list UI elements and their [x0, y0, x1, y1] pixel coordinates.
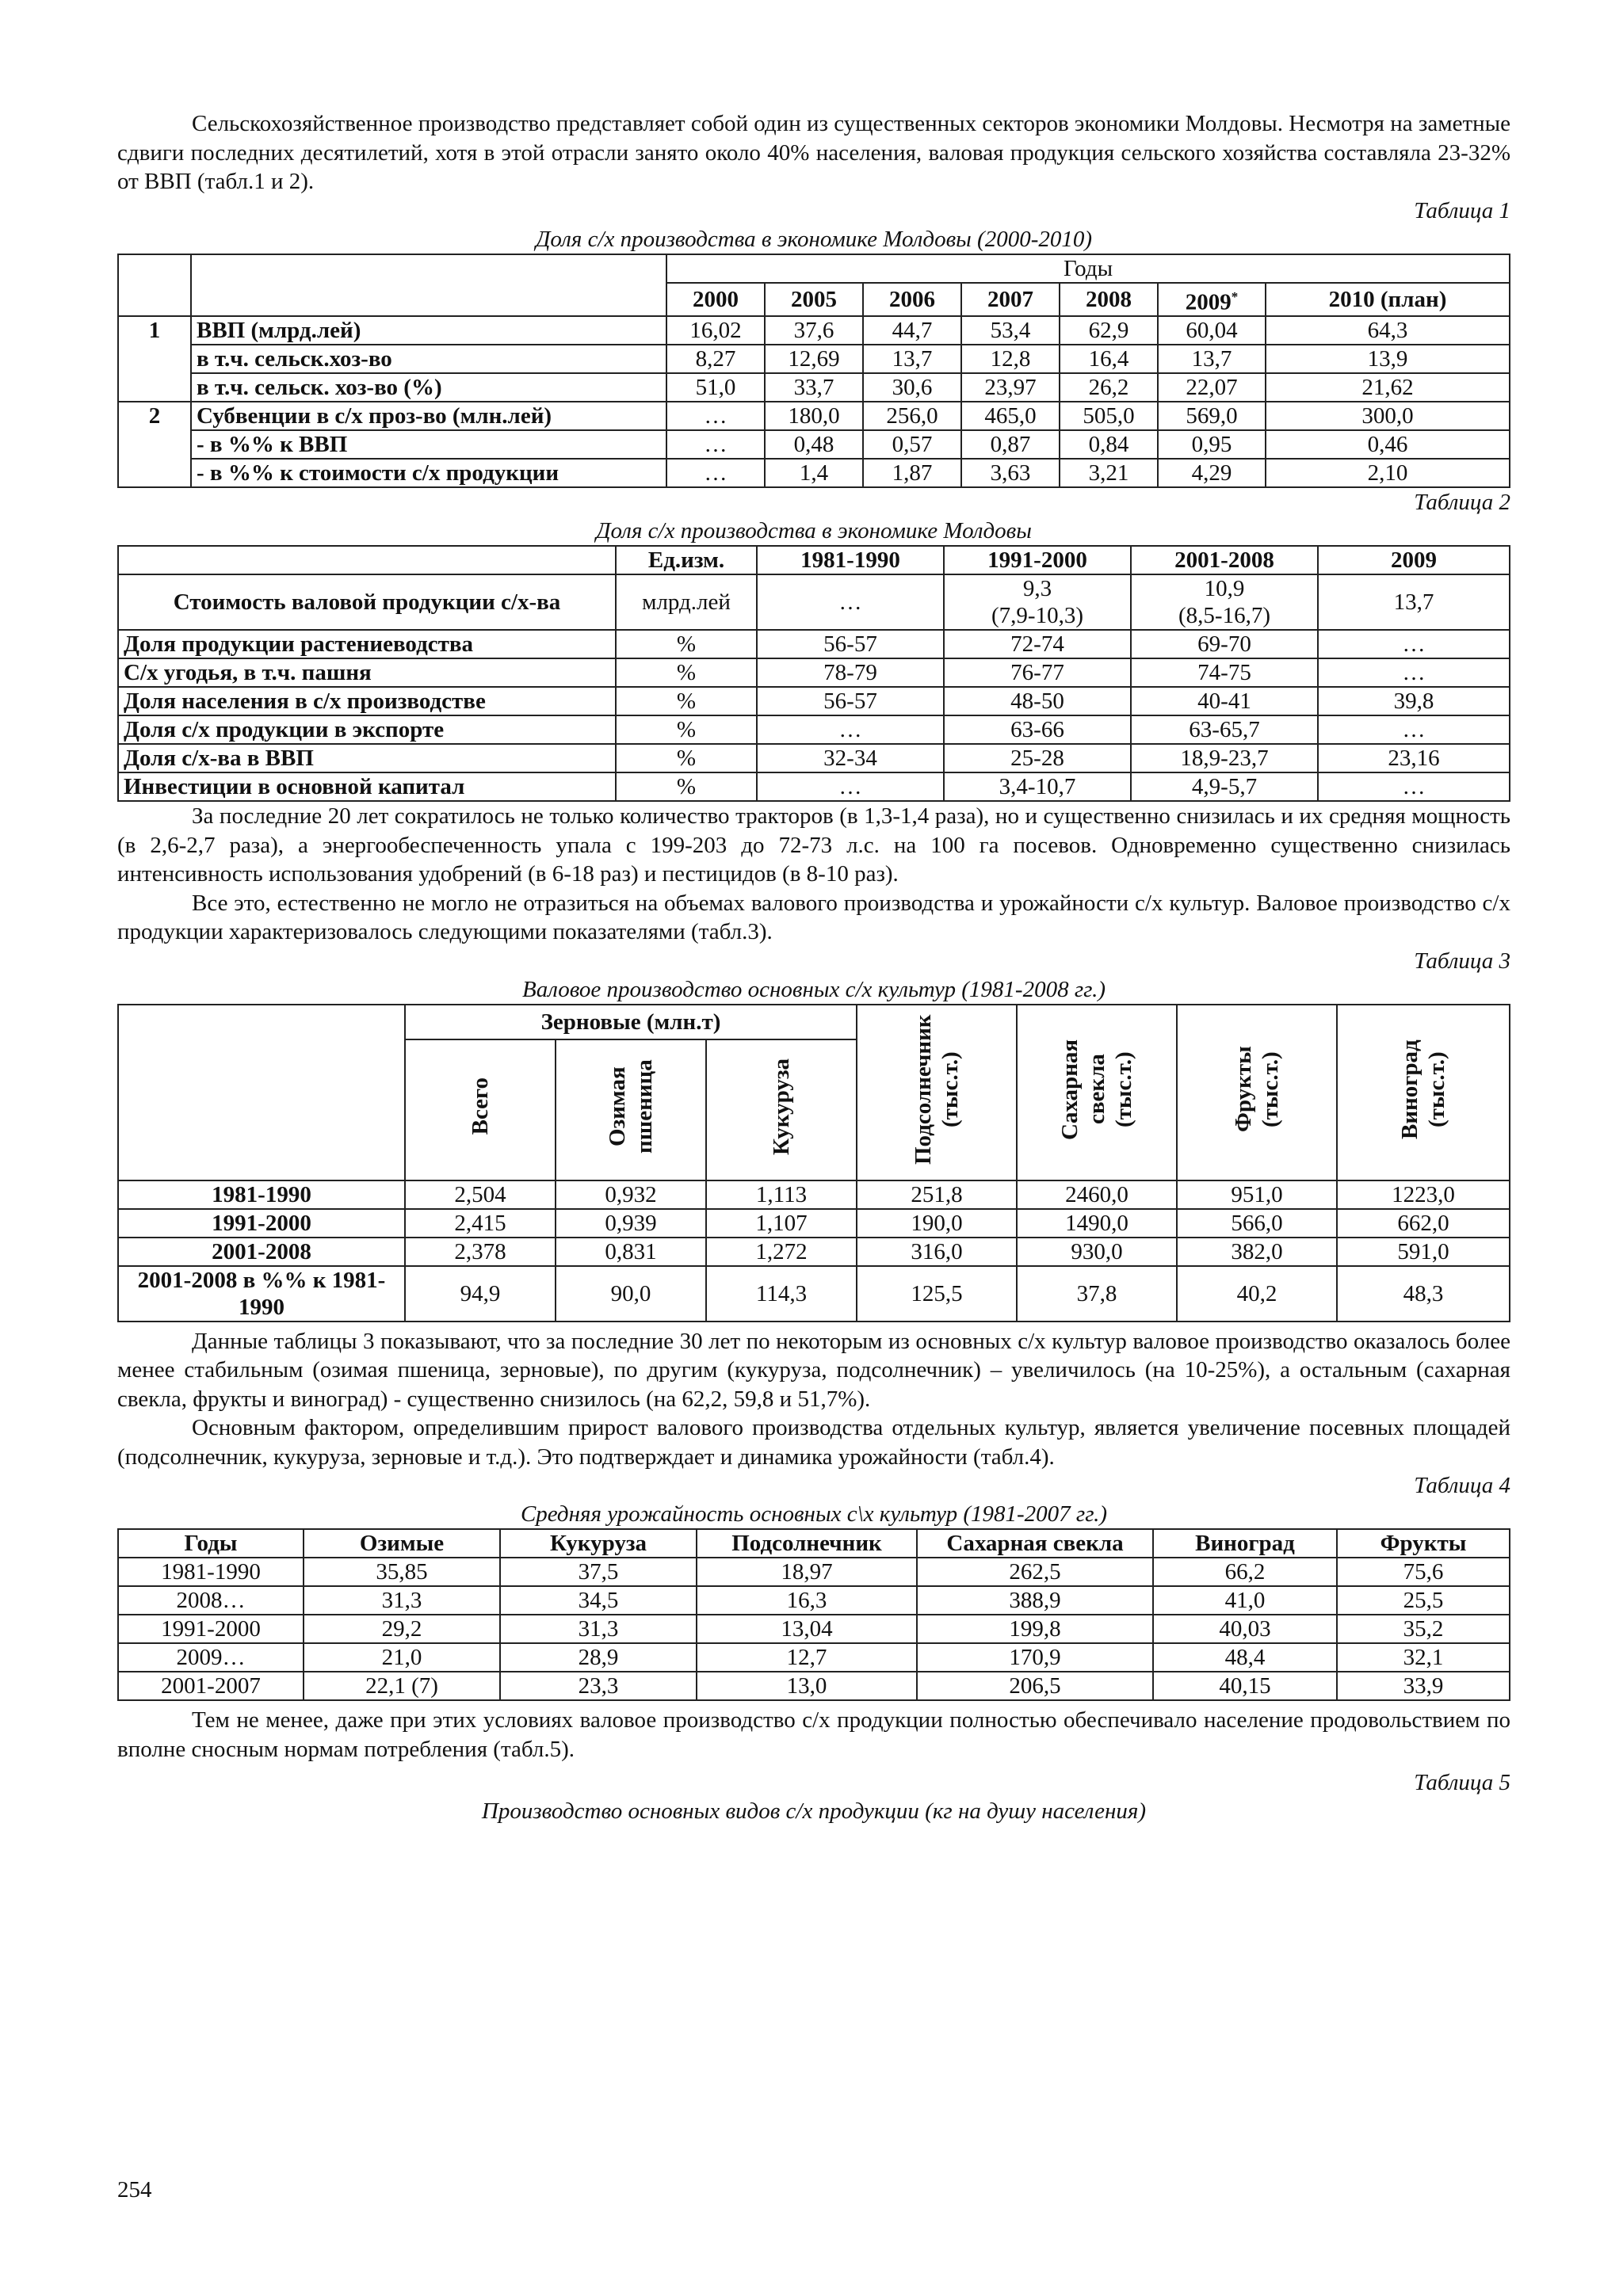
table1-year-header: 2008 [1060, 283, 1158, 317]
table1-cell: 26,2 [1060, 373, 1158, 402]
table1-cell: 53,4 [961, 316, 1060, 345]
table1-row-label: в т.ч. сельск.хоз-во [191, 345, 666, 373]
table1-cell: 0,84 [1060, 430, 1158, 459]
table4-cell: 206,5 [917, 1672, 1153, 1700]
table3-grain-header: Зерновые (млн.т) [405, 1005, 857, 1039]
table4-cell: 35,85 [304, 1558, 500, 1586]
table-row [118, 1238, 1510, 1266]
table3-caption: Валовое производство основных с/х культур (1981-2008 гг.) [522, 976, 1106, 1002]
table1-year-2009: 2009 [1185, 289, 1232, 315]
table4-cell: 48,4 [1153, 1643, 1337, 1672]
table1-caption: Доля с/х производства в экономике Молдовы (2000-2010) [535, 226, 1093, 252]
table3-row-label: 2001-2008 в %% к 1981-1990 [118, 1266, 405, 1322]
table3-header-cell [1177, 1005, 1337, 1180]
table2-header: 2009 [1318, 546, 1510, 574]
table2-cell: … [1318, 715, 1510, 744]
table4-cell: 16,3 [697, 1586, 917, 1615]
table1-cell: 300,0 [1266, 402, 1510, 430]
table4-cell: 35,2 [1337, 1615, 1510, 1643]
table1-cell: 13,7 [863, 345, 961, 373]
table3-cell: 2,415 [405, 1209, 556, 1238]
table2-cell: 32-34 [757, 744, 944, 772]
table1-row-num: 2 [118, 402, 191, 487]
table2-unit: % [616, 658, 757, 687]
table4-header: Подсолнечник [697, 1529, 917, 1558]
table1-cell: 64,3 [1266, 316, 1510, 345]
table2-cell: 25-28 [944, 744, 1131, 772]
table1-cell: 180,0 [765, 402, 863, 430]
table2-cell: 72-74 [944, 630, 1131, 658]
table1-cell: 60,04 [1158, 316, 1266, 345]
table3-cell: 1,113 [706, 1180, 857, 1209]
table1-row-num: 1 [118, 316, 191, 402]
table1-year-header: 2007 [961, 283, 1060, 317]
table4-cell: 75,6 [1337, 1558, 1510, 1586]
table4-cell: 25,5 [1337, 1586, 1510, 1615]
table-row [118, 687, 1510, 715]
table2-header: 1981-1990 [757, 546, 944, 574]
table3 [117, 1004, 1510, 1322]
table1-cell: 62,9 [1060, 316, 1158, 345]
table1-cell: 13,9 [1266, 345, 1510, 373]
table-row [118, 430, 1510, 459]
table1-cell: 21,62 [1266, 373, 1510, 402]
table3-cell: 0,831 [556, 1238, 706, 1266]
table3-cell: 2460,0 [1017, 1180, 1177, 1209]
table3-cell: 40,2 [1177, 1266, 1337, 1322]
table2-cell-range: (8,5-16,7) [1178, 603, 1270, 629]
table2-unit: % [616, 772, 757, 801]
table1-cell: 505,0 [1060, 402, 1158, 430]
table2-cell: … [757, 715, 944, 744]
table1-cell: … [666, 402, 765, 430]
table-row [118, 630, 1510, 658]
table4-header: Озимые [304, 1529, 500, 1558]
table-row [118, 1180, 1510, 1209]
table1-row-label: Субвенции в с/х проз-во (млн.лей) [191, 402, 666, 430]
table3-cell: 930,0 [1017, 1238, 1177, 1266]
table4-header: Годы [118, 1529, 304, 1558]
table3-header-cell [857, 1005, 1017, 1180]
table1-year-header: 2006 [863, 283, 961, 317]
table2-cell: … [1318, 630, 1510, 658]
table4-cell: 388,9 [917, 1586, 1153, 1615]
table2-cell: 78-79 [757, 658, 944, 687]
table-row [118, 1586, 1510, 1615]
table2-cell: 18,9-23,7 [1131, 744, 1318, 772]
table-row [118, 1558, 1510, 1586]
table-row [118, 772, 1510, 801]
table1-year-header: 2005 [765, 283, 863, 317]
table-row [118, 658, 1510, 687]
table3-cell: 94,9 [405, 1266, 556, 1322]
table2-cell-main: 9,3 [1022, 576, 1052, 602]
table1-cell: 3,21 [1060, 459, 1158, 487]
table2-row-label: Доля с/х-ва в ВВП [118, 744, 616, 772]
table4-cell: 2009… [118, 1643, 304, 1672]
paragraph-3: Все это, естественно не могло не отразиться на объемах валового производства и урожайности с/х культур. Валовое производство с/х продукции характеризовалось следующими показателями (табл.3). [117, 890, 1510, 945]
table-row [118, 459, 1510, 487]
table3-header-cell [1017, 1005, 1177, 1180]
table-row [118, 1209, 1510, 1238]
table4-cell: 37,5 [500, 1558, 697, 1586]
page-content [117, 109, 1510, 1825]
table3-cell: 1,272 [706, 1238, 857, 1266]
table1-cell: 12,8 [961, 345, 1060, 373]
paragraph-4: Данные таблицы 3 показывают, что за последние 30 лет по некоторым из основных с/х культур валовое производство оказалось более менее стабильным (озимая пшеница, зерновые), по другим (кукуруза, подсолнечник) – увеличилось (на 10-25%), а остальным (сахарная свекла, фрукты и виноград) - существенно снизилось (на 62,2, 59,8 и 51,7%). [117, 1328, 1510, 1412]
table1-cell: 465,0 [961, 402, 1060, 430]
table3-vertical-header: Фрукты (тыс.т.) [1231, 1046, 1283, 1133]
table2-unit: % [616, 687, 757, 715]
table2-row-label: Стоимость валовой продукции с/х-ва [118, 574, 616, 630]
table3-cell: 2,504 [405, 1180, 556, 1209]
table2-cell: 56-57 [757, 687, 944, 715]
table3-cell: 382,0 [1177, 1238, 1337, 1266]
table3-cell: 114,3 [706, 1266, 857, 1322]
table2-header: 2001-2008 [1131, 546, 1318, 574]
table3-cell: 1223,0 [1337, 1180, 1510, 1209]
table1-empty-num-header [118, 254, 191, 317]
table4-cell: 262,5 [917, 1558, 1153, 1586]
table2-cell-main: 10,9 [1204, 576, 1245, 602]
table1-cell: 22,07 [1158, 373, 1266, 402]
table2-cell: 56-57 [757, 630, 944, 658]
table-row [118, 1643, 1510, 1672]
table1-cell: 569,0 [1158, 402, 1266, 430]
table1-cell: … [666, 430, 765, 459]
table2-unit: % [616, 744, 757, 772]
table1-cell: 30,6 [863, 373, 961, 402]
table3-cell: 591,0 [1337, 1238, 1510, 1266]
table1-cell: 4,29 [1158, 459, 1266, 487]
table3-label: Таблица 3 [1414, 948, 1510, 974]
table2-cell: … [1318, 772, 1510, 801]
table2-unit: % [616, 715, 757, 744]
table1-year-header: 2010 (план) [1266, 283, 1510, 317]
table-row [118, 1672, 1510, 1700]
table2-cell: 13,7 [1318, 574, 1510, 630]
table4-cell: 40,15 [1153, 1672, 1337, 1700]
table2-cell-range: (7,9-10,3) [991, 603, 1083, 629]
table3-vertical-header: Сахарная свекла (тыс.т.) [1057, 1039, 1136, 1140]
table4-cell: 1991-2000 [118, 1615, 304, 1643]
table5-label: Таблица 5 [1414, 1770, 1510, 1796]
table2-cell: 69-70 [1131, 630, 1318, 658]
table3-vertical-header: Озимая пшеница [605, 1059, 657, 1154]
table3-header-cell [556, 1039, 706, 1180]
page-number: 254 [117, 2177, 152, 2203]
table4-cell: 29,2 [304, 1615, 500, 1643]
table2-cell: … [1318, 658, 1510, 687]
table4-header: Фрукты [1337, 1529, 1510, 1558]
table2-cell [944, 574, 1131, 630]
table1-cell: 0,46 [1266, 430, 1510, 459]
table3-vertical-header: Виноград (тыс.т.) [1397, 1039, 1449, 1139]
table3-cell: 251,8 [857, 1180, 1017, 1209]
table2-cell [1131, 574, 1318, 630]
table2-row-label: Доля населения в с/х производстве [118, 687, 616, 715]
table2-unit: % [616, 630, 757, 658]
table4-cell: 66,2 [1153, 1558, 1337, 1586]
table3-vertical-header: Кукуруза [769, 1058, 794, 1155]
table1-cell: 44,7 [863, 316, 961, 345]
table3-vertical-header: Всего [468, 1077, 493, 1135]
table4-cell: 40,03 [1153, 1615, 1337, 1643]
table1-cell: 8,27 [666, 345, 765, 373]
table4-cell: 41,0 [1153, 1586, 1337, 1615]
table3-cell: 316,0 [857, 1238, 1017, 1266]
table2-header: 1991-2000 [944, 546, 1131, 574]
table1-empty-label-header [191, 254, 666, 317]
intro-paragraph: Сельскохозяйственное производство представляет собой один из существенных секторов экономики Молдовы. Несмотря на заметные сдвиги последних десятилетий, хотя в этой отрасли занято около 40% населения, валовая продукция сельского хозяйства составляла 23-32% от ВВП (табл.1 и 2). [117, 111, 1510, 194]
table3-cell: 0,932 [556, 1180, 706, 1209]
table1 [117, 254, 1510, 489]
paragraph-5: Основным фактором, определившим прирост валового производства отдельных культур, является увеличение посевных площадей (подсолнечник, кукуруза, зерновые и т.д.). Это подтверждает и динамика урожайности (табл.4). [117, 1415, 1510, 1470]
table1-cell: 16,02 [666, 316, 765, 345]
table-row [118, 1615, 1510, 1643]
table2-row-label: С/х угодья, в т.ч. пашня [118, 658, 616, 687]
table1-cell: 2,10 [1266, 459, 1510, 487]
table4-cell: 170,9 [917, 1643, 1153, 1672]
table1-cell: 0,48 [765, 430, 863, 459]
table3-header-cell [706, 1039, 857, 1180]
table1-row-label: - в %% к ВВП [191, 430, 666, 459]
table4-cell: 13,0 [697, 1672, 917, 1700]
table4-caption: Средняя урожайность основных с\х культур (1981-2007 гг.) [520, 1501, 1108, 1527]
table2-row-label: Доля продукции растениеводства [118, 630, 616, 658]
paragraph-6: Тем не менее, даже при этих условиях валовое производство с/х продукции полностью обеспечивало население продовольствием по вполне сносным нормам потребления (табл.5). [117, 1707, 1510, 1762]
table2 [117, 545, 1510, 802]
table2-caption: Доля с/х производства в экономике Молдовы [596, 518, 1032, 544]
table-row [118, 744, 1510, 772]
table4-cell: 32,1 [1337, 1643, 1510, 1672]
table3-empty-header [118, 1005, 405, 1180]
table3-vertical-header: Подсолнечник (тыс.т.) [911, 1013, 963, 1165]
table1-row-label: - в %% к стоимости с/х продукции [191, 459, 666, 487]
table1-years-header: Годы [666, 254, 1510, 283]
table1-cell: 16,4 [1060, 345, 1158, 373]
table4-cell: 13,04 [697, 1615, 917, 1643]
table1-year-header-2009 [1158, 283, 1266, 317]
table3-cell: 1,107 [706, 1209, 857, 1238]
table4-cell: 31,3 [304, 1586, 500, 1615]
table3-cell: 125,5 [857, 1266, 1017, 1322]
table1-row-label: ВВП (млрд.лей) [191, 316, 666, 345]
table-row [118, 373, 1510, 402]
table2-label: Таблица 2 [1414, 490, 1510, 516]
table3-cell: 566,0 [1177, 1209, 1337, 1238]
table4-cell: 2008… [118, 1586, 304, 1615]
table1-cell: 51,0 [666, 373, 765, 402]
table4-cell: 18,97 [697, 1558, 917, 1586]
table2-cell: 3,4-10,7 [944, 772, 1131, 801]
table4-cell: 21,0 [304, 1643, 500, 1672]
paragraph-2: За последние 20 лет сократилось не только количество тракторов (в 1,3-1,4 раза), но и существенно снизилась и их средняя мощность (в 2,6-2,7 раза), а энергообеспеченность упала с 199-203 до 72-73 л.с. на 100 га посевов. Одновременно существенно снизилась интенсивность использования удобрений (в 6-18 раз) и пестицидов (в 8-10 раз). [117, 803, 1510, 887]
table1-cell: 37,6 [765, 316, 863, 345]
table3-row-label: 1991-2000 [118, 1209, 405, 1238]
table-row [118, 402, 1510, 430]
table2-header: Ед.изм. [616, 546, 757, 574]
table3-row-label: 1981-1990 [118, 1180, 405, 1209]
table3-cell: 662,0 [1337, 1209, 1510, 1238]
table3-cell: 48,3 [1337, 1266, 1510, 1322]
table1-cell: 23,97 [961, 373, 1060, 402]
table2-cell: 63-65,7 [1131, 715, 1318, 744]
table4-header: Кукуруза [500, 1529, 697, 1558]
table2-cell: 48-50 [944, 687, 1131, 715]
table1-cell: 13,7 [1158, 345, 1266, 373]
table1-row-label: в т.ч. сельск. хоз-во (%) [191, 373, 666, 402]
table-row [118, 715, 1510, 744]
table1-cell: 3,63 [961, 459, 1060, 487]
table3-cell: 2,378 [405, 1238, 556, 1266]
table4-cell: 28,9 [500, 1643, 697, 1672]
table4-cell: 2001-2007 [118, 1672, 304, 1700]
table2-cell: 74-75 [1131, 658, 1318, 687]
table-row [118, 1266, 1510, 1322]
table4-cell: 22,1 (7) [304, 1672, 500, 1700]
table1-cell: 256,0 [863, 402, 961, 430]
table4-cell: 12,7 [697, 1643, 917, 1672]
table-row [118, 574, 1510, 630]
table3-cell: 37,8 [1017, 1266, 1177, 1322]
table2-row-label: Инвестиции в основной капитал [118, 772, 616, 801]
table1-cell: … [666, 459, 765, 487]
table1-year-header: 2000 [666, 283, 765, 317]
table4-header: Виноград [1153, 1529, 1337, 1558]
table3-cell: 90,0 [556, 1266, 706, 1322]
table4-header: Сахарная свекла [917, 1529, 1153, 1558]
table3-cell: 0,939 [556, 1209, 706, 1238]
table-row [118, 345, 1510, 373]
table4-cell: 31,3 [500, 1615, 697, 1643]
table4 [117, 1528, 1510, 1701]
table1-cell: 12,69 [765, 345, 863, 373]
table3-cell: 951,0 [1177, 1180, 1337, 1209]
table4-cell: 199,8 [917, 1615, 1153, 1643]
table-row [118, 316, 1510, 345]
table1-footnote-mark: * [1231, 288, 1239, 304]
table1-label: Таблица 1 [1414, 197, 1510, 223]
table2-cell: 76-77 [944, 658, 1131, 687]
table2-cell: 63-66 [944, 715, 1131, 744]
table2-cell: 40-41 [1131, 687, 1318, 715]
table1-cell: 1,4 [765, 459, 863, 487]
table1-cell: 0,87 [961, 430, 1060, 459]
table1-cell: 1,87 [863, 459, 961, 487]
table1-cell: 0,57 [863, 430, 961, 459]
table2-empty-header [118, 546, 616, 574]
table1-cell: 0,95 [1158, 430, 1266, 459]
table2-unit: млрд.лей [616, 574, 757, 630]
table2-cell: 23,16 [1318, 744, 1510, 772]
table2-cell: 4,9-5,7 [1131, 772, 1318, 801]
table2-cell: … [757, 772, 944, 801]
table4-cell: 23,3 [500, 1672, 697, 1700]
table2-cell: 39,8 [1318, 687, 1510, 715]
table3-cell: 190,0 [857, 1209, 1017, 1238]
table3-header-cell [1337, 1005, 1510, 1180]
table3-header-cell [405, 1039, 556, 1180]
table2-cell: … [757, 574, 944, 630]
table4-cell: 34,5 [500, 1586, 697, 1615]
table4-cell: 1981-1990 [118, 1558, 304, 1586]
table3-cell: 1490,0 [1017, 1209, 1177, 1238]
table4-cell: 33,9 [1337, 1672, 1510, 1700]
table4-label: Таблица 4 [1414, 1473, 1510, 1499]
table5-caption: Производство основных видов с/х продукции (кг на душу населения) [481, 1798, 1147, 1825]
table2-row-label: Доля с/х продукции в экспорте [118, 715, 616, 744]
table3-row-label: 2001-2008 [118, 1238, 405, 1266]
table1-cell: 33,7 [765, 373, 863, 402]
